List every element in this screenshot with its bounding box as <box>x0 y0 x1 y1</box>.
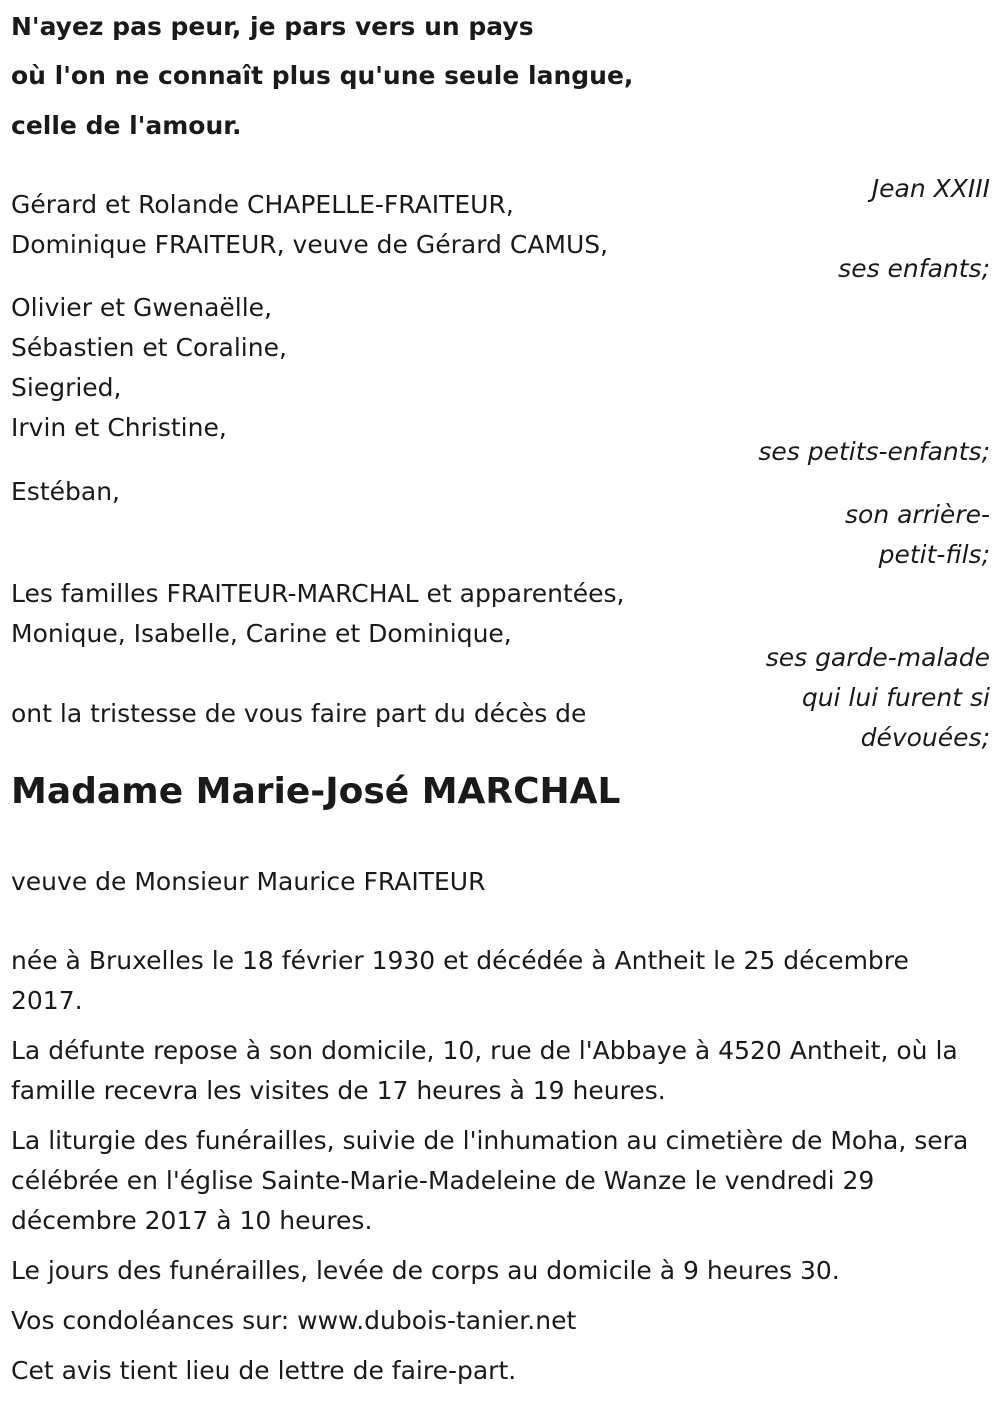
detail-notice: Cet avis tient lieu de lettre de faire-part. <box>11 1356 517 1385</box>
grandchild-line-4: Irvin et Christine, <box>11 413 227 442</box>
detail-visitation: La défunte repose à son domicile, 10, rue de l'Abbaye à 4520 Antheit, où la famille recevra les visites de 17 heures à 19 heures. <box>11 1036 958 1105</box>
grandchild-line-1: Olivier et Gwenaëlle, <box>11 293 273 322</box>
others-line-1: Les familles FRAITEUR-MARCHAL et apparentées, <box>11 579 625 608</box>
quote-line-3: celle de l'amour. <box>11 111 242 140</box>
announce-text: ont la tristesse de vous faire part du décès de <box>11 699 587 728</box>
caregivers-label-2: qui lui furent si <box>801 683 990 712</box>
children-line-2: Dominique FRAITEUR, veuve de Gérard CAMUS, <box>11 230 609 259</box>
great-grandchild: Estéban, <box>11 477 120 506</box>
grandchildren-label: ses petits-enfants; <box>758 437 990 466</box>
detail-birth-death: née à Bruxelles le 18 février 1930 et décédée à Antheit le 25 décembre 2017. <box>11 946 909 1015</box>
great-grandchild-label-1: son arrière- <box>845 500 990 529</box>
others-line-2: Monique, Isabelle, Carine et Dominique, <box>11 619 512 648</box>
detail-liturgy: La liturgie des funérailles, suivie de l'inhumation au cimetière de Moha, sera célébrée en l'église Sainte-Marie-Madeleine de Wanze le vendredi 29 décembre 2017 à 10 heures. <box>11 1126 969 1235</box>
deceased-spouse: veuve de Monsieur Maurice FRAITEUR <box>11 867 486 896</box>
detail-departure: Le jours des funérailles, levée de corps au domicile à 9 heures 30. <box>11 1256 840 1285</box>
grandchild-line-2: Sébastien et Coraline, <box>11 333 287 362</box>
quote-author: Jean XXIII <box>871 174 990 203</box>
caregivers-label-1: ses garde-malade <box>765 643 990 672</box>
quote-line-1: N'ayez pas peur, je pars vers un pays <box>11 12 534 41</box>
grandchild-line-3: Siegried, <box>11 373 122 402</box>
detail-condolences: Vos condoléances sur: www.dubois-tanier.net <box>11 1306 577 1335</box>
quote-line-2: où l'on ne connaît plus qu'une seule langue, <box>11 61 634 90</box>
caregivers-label-3: dévouées; <box>860 723 990 752</box>
deceased-name: Madame Marie-José MARCHAL <box>11 771 621 812</box>
children-line-1: Gérard et Rolande CHAPELLE-FRAITEUR, <box>11 190 514 219</box>
great-grandchild-label-2: petit-fils; <box>878 540 990 569</box>
children-label: ses enfants; <box>838 254 990 283</box>
